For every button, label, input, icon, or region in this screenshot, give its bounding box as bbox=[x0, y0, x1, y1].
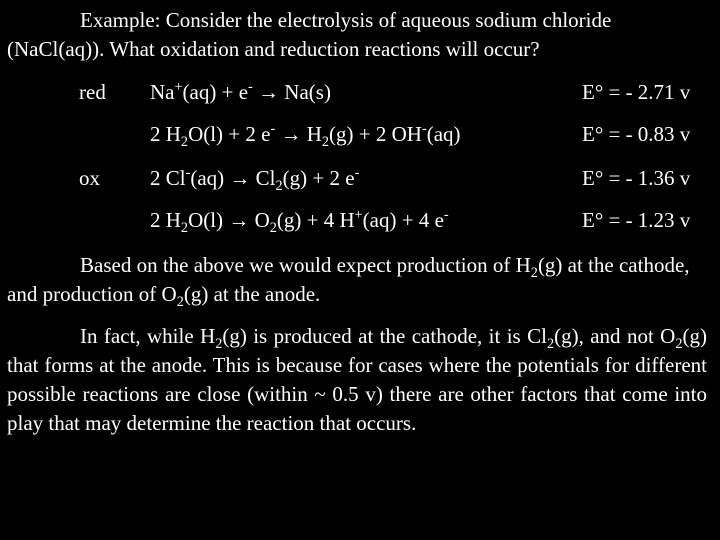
intro-paragraph bbox=[7, 6, 707, 64]
reaction-1: Na+(aq) + e- → Na(s) bbox=[150, 79, 331, 104]
arrow-icon: → bbox=[228, 208, 250, 232]
explanation-paragraph: In fact, while $H_2(g)$ is produced at the cathode, it is $Cl_2(g)$, and not $O_2(g)$ that forms at the anode. This is because for cases where the potentials for different possible reactions are close (within ~ 0.5 v) there are other factors that come into play that may determine the reaction that occurs. bbox=[7, 324, 707, 435]
intro-text: Example: Consider the electrolysis of aqueous sodium chloride (NaCl(aq)). What oxidation and reduction reactions will occur? bbox=[7, 8, 612, 61]
reduction-label: red bbox=[79, 80, 106, 104]
potential-2: E° = - 0.83 v bbox=[582, 122, 691, 146]
arrow-icon: → bbox=[229, 166, 251, 190]
potential-1: E° = - 2.71 v bbox=[582, 80, 691, 104]
potential-3: E° = - 1.36 v bbox=[582, 166, 691, 190]
arrow-icon: → bbox=[280, 122, 302, 146]
reaction-3: 2 $Cl^-(aq) \to Cl_2(g) + 2$ e- bbox=[150, 165, 360, 195]
reaction-4: 2 $H_2O(l) \to O_2(g) + 4$ H+(aq) + 4 e- bbox=[150, 207, 449, 237]
oxidation-label: ox bbox=[79, 166, 100, 190]
expectation-paragraph: Based on the above we would expect production of $H_2(g)$ at the cathode, and production of $O_2(g)$ at the anode. bbox=[7, 253, 690, 311]
reaction-2: 2 $H_2O(l) + 2$ $e^- \to H_2(g) + 2$ OH-(aq) bbox=[150, 121, 461, 151]
arrow-icon: → bbox=[258, 80, 280, 104]
potential-4: E° = - 1.23 v bbox=[582, 208, 691, 232]
